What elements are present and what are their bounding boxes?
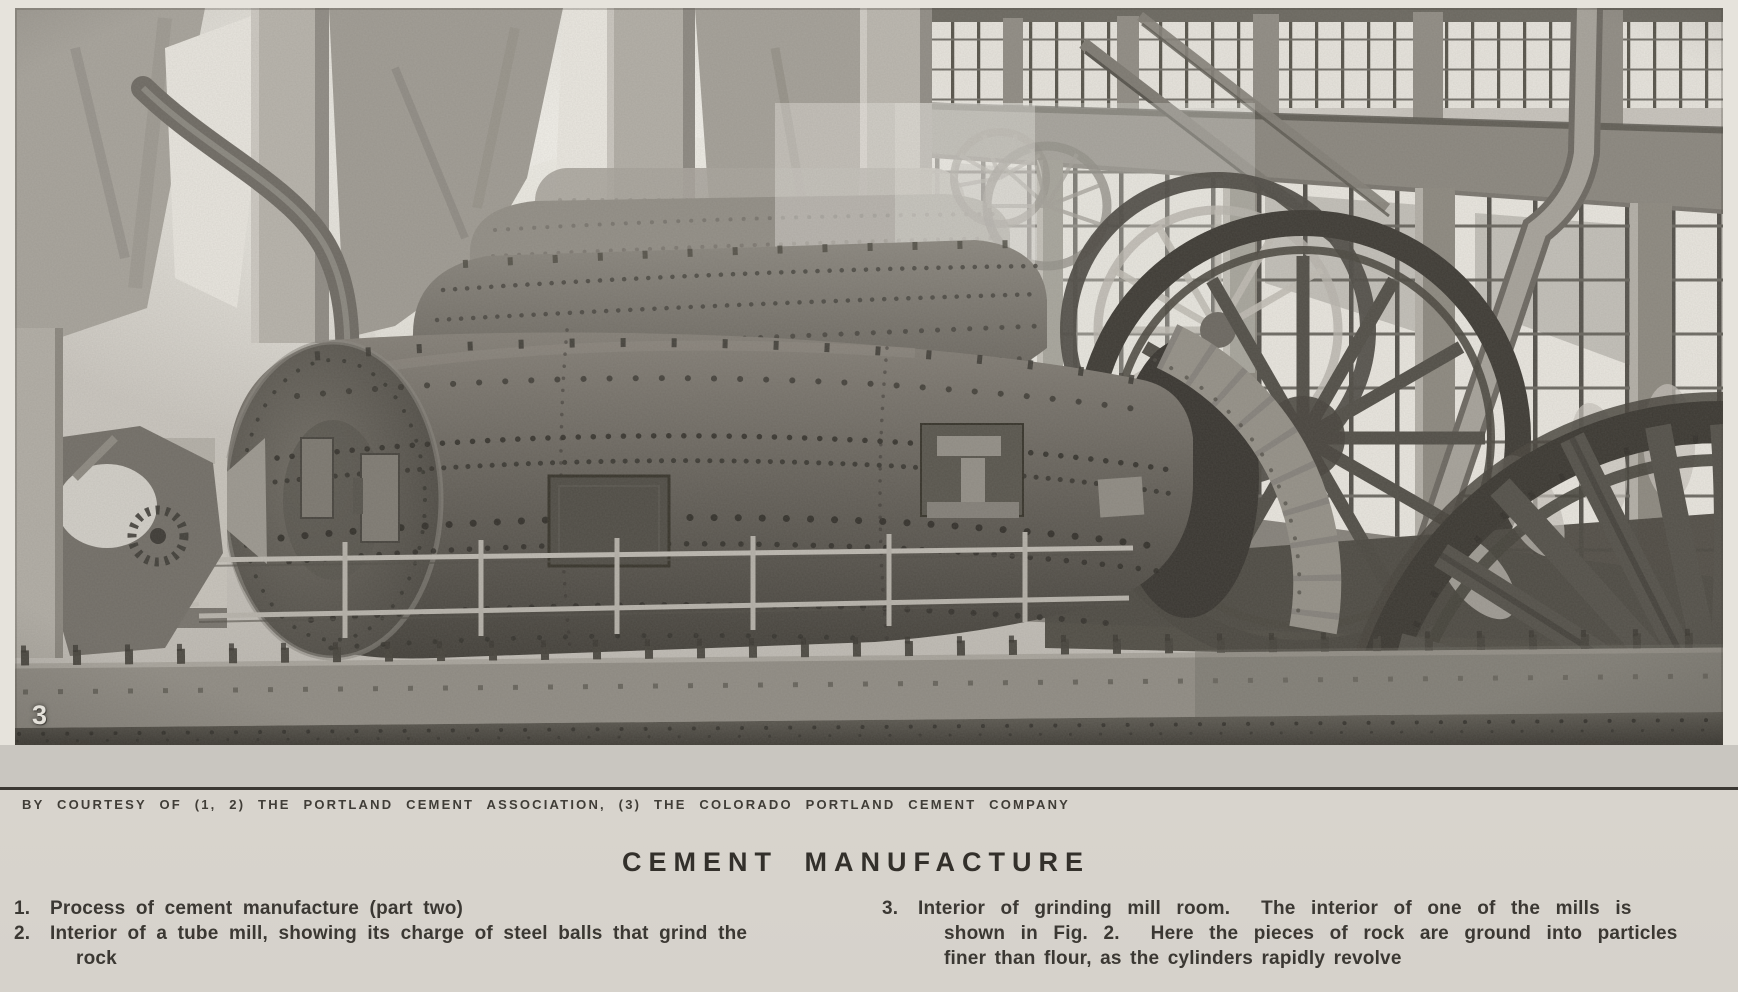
caption-column-left (14, 896, 784, 971)
caption-number: 1. (14, 898, 31, 919)
halftone-grain-overlay (15, 8, 1723, 745)
caption-number: 3. (882, 898, 899, 919)
caption-text: Interior of a tube mill, showing its charge of steel balls that grind the (50, 923, 748, 944)
mill-room-photograph (15, 8, 1723, 745)
caption-text: Interior of grinding mill room. The interior of one of the mills is (918, 898, 1632, 919)
caption-text-continued: finer than flour, as the cylinders rapidly revolve (944, 948, 1402, 969)
photo-bottom-band (0, 745, 1738, 787)
caption-text-continued: rock (76, 948, 117, 969)
caption-number: 2. (14, 923, 31, 944)
caption-column-right (882, 896, 1702, 971)
caption-item-1 (14, 896, 784, 921)
caption-item-2 (14, 921, 784, 971)
caption-text: Process of cement manufacture (part two) (50, 898, 464, 919)
figure-number-label: 3 (32, 700, 49, 730)
caption-item-3 (882, 896, 1702, 971)
divider-rule (0, 787, 1738, 790)
plate-title: CEMENT MANUFACTURE (622, 847, 1090, 877)
caption-text-continued: shown in Fig. 2. Here the pieces of rock are ground into particles (944, 923, 1678, 944)
courtesy-line: BY COURTESY OF (1, 2) THE PORTLAND CEMENT ASSOCIATION, (3) THE COLORADO PORTLAND CEMENT COMPANY (22, 797, 1071, 812)
